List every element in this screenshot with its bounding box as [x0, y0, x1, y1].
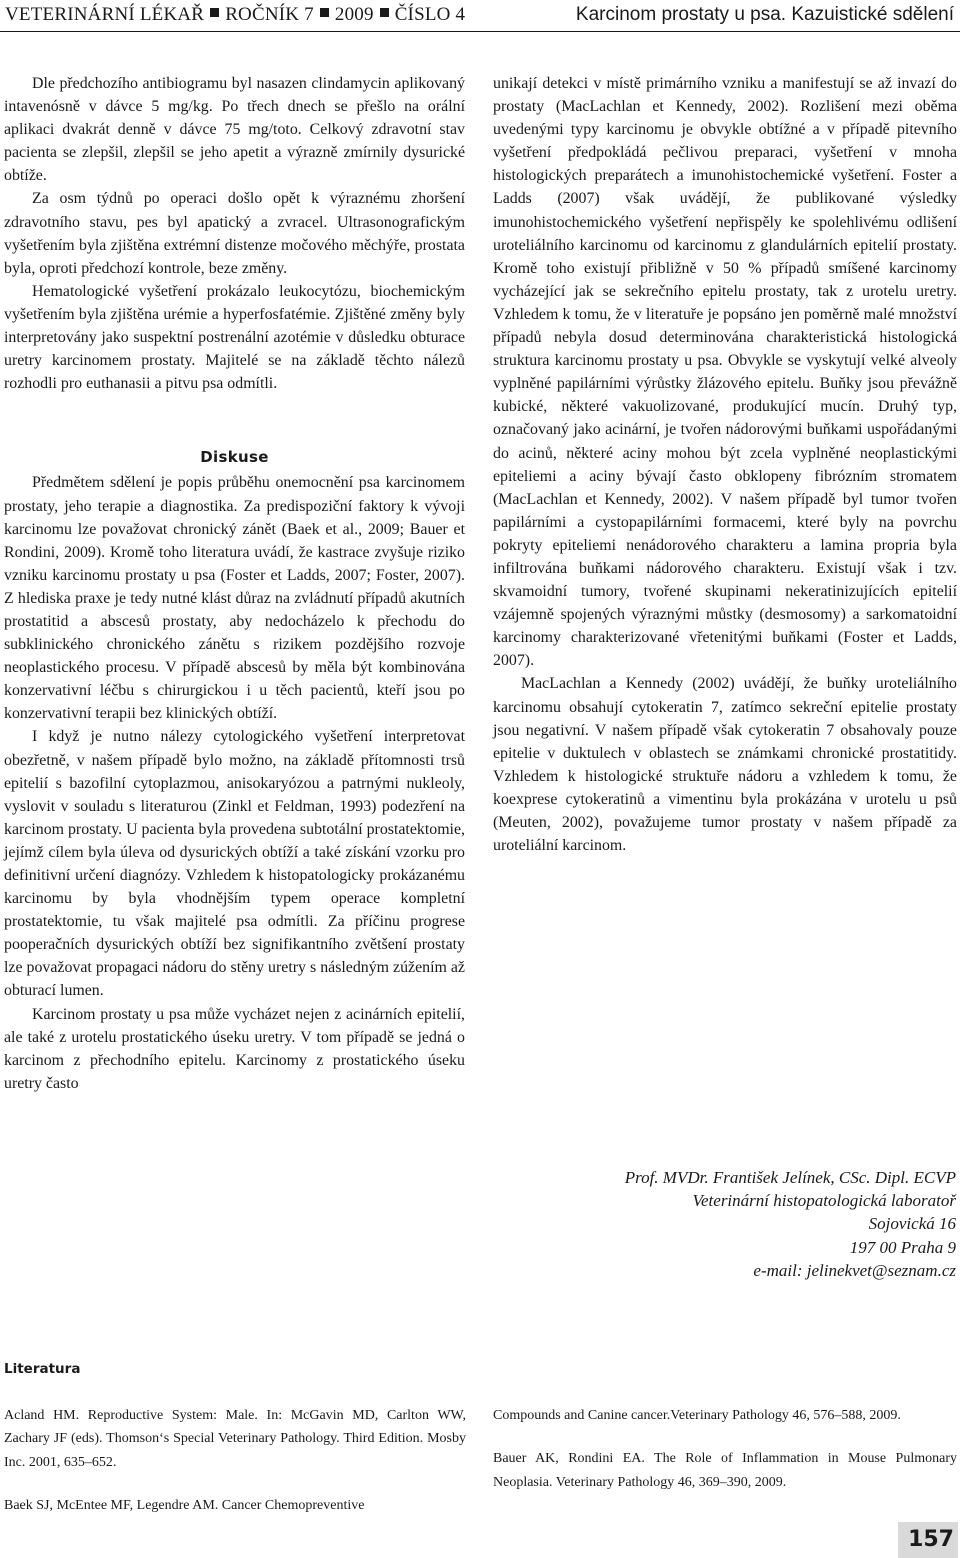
running-title: Karcinom prostaty u psa. Kazuistické sdělení	[575, 4, 954, 25]
body-paragraph: unikají detekci v místě primárního vzniku a manifestují se až invazí do prostaty (MacLachlan et Kennedy, 2002). Rozlišení mezi oběma uvedenými typy karcinomu je obvykle obtížné a v případě pitevního vyšetření předpokládá pečlivou preparaci, vyšetření v mnoha histologických preparátech a imunohistochemické vyšetření. Foster a Ladds (2007) však uvádějí, že publikované výsledky imunohistochemického vyšetření nepřispěly ke spolehlivému odlišení uroteliálního karcinomu od karcinomu z glandulárních epitelií prostaty. Kromě toho existují přibližně v 50 % případů smíšené karcinomy vycházející jak se sekrečního epitelu prostaty, tak z urotelu uretry. Vzhledem k tomu, že v literatuře je popsáno jen poměrně malé množství případů nebyla dosud determinována charakteristická histologická struktura karcinomu prostaty u psa. Obvykle se vyskytují velké alveoly vyplněné papilárními výrůstky žlázového epitelu. Buňky jsou převážně kubické, některé vakuolizované, produkující mucín. Druhý typ, označovaný jako acinární, je tvořen nádorovými buňkami uspořádanými do acinů, některé aciny mohou být zcela vyplněné neoplastickými epiteliemi a aciny bývají často obklopeny fibrózním stromatem (MacLachlan et Kennedy, 2002). V našem případě byl tumor tvořen papilárními a cystopapilárními formacemi, které byly na povrchu pokryty epiteliemi nenádorového charakteru a lamina propria byla infiltrována buňkami nádorového charakteru. Existují však i tzv. skvamoidní tumory, tvořené skupinami nekeratinizujících epitelií vzájemně spojených výraznými můstky (desmosomy) a sarkomatoidní karcinomy charakterizované vřetenitými buňkami (Foster et Ladds, 2007).	[493, 75, 957, 670]
body-paragraph: MacLachlan a Kennedy (2002) uvádějí, že buňky uroteliálního karcinomu obsahují cytokeratin 7, zatímco sekreční epitelie prostaty jsou negativní. V našem případě však cytokeratin 7 obsahovaly pouze epitelie v duktulech v oblastech se známkami chronické prostatitidy. Vzhledem k histologické struktuře nádoru a vzhledem k tomu, že koexprese cytokeratinů a vimentinu byla prokázána v urotelu u psů (Meuten, 2002), považujeme tumor prostaty v našem případě za uroteliální karcinom.	[493, 675, 957, 855]
journal-name: VETERINÁRNÍ LÉKAŘ	[5, 4, 205, 25]
running-header	[0, 0, 960, 30]
author-name: Prof. MVDr. František Jelínek, CSc. Dipl. ECVP	[624, 1168, 956, 1187]
reference-item: Bauer AK, Rondini EA. The Role of Inflammation in Mouse Pulmonary Neoplasia. Veterinary Pathology 46, 369–390, 2009.	[493, 1451, 957, 1490]
body-paragraph: I když je nutno nálezy cytologického vyšetření interpretovat obezřetně, v našem případě bylo možno, na základě přítomnosti trsů epitelií s bazofilní cytoplazmou, anisokaryózou a patrnými nukleoly, vyslovit v souladu s literaturou (Zinkl et Feldman, 1993) podezření na karcinom prostaty. U pacienta byla provedena subtotální prostatektomie, jejímž cílem byla úleva od dysurických obtíží a také získání vzorku pro definitivní určení diagnózy. Vzhledem k histopatologicky prokázanému karcinomu by byla vhodnějším typem operace kompletní prostatektomie, tu však majitelé psa odmítli. Za příčinu progrese pooperačních dysurických obtíží bez signifikantního zvětšení prostaty lze považovat propagaci nádoru do stěny uretry s následným zúžením až obturací lumen.	[4, 728, 465, 1000]
author-email: e-mail: jelinekvet@seznam.cz	[753, 1260, 956, 1280]
reference-item: Compounds and Canine cancer.Veterinary Pathology 46, 576–588, 2009.	[493, 1408, 901, 1423]
page-number: 157	[898, 1522, 958, 1558]
body-paragraph: Za osm týdnů po operaci došlo opět k výraznému zhoršení zdravotního stavu, pes byl apatický a zvracel. Ultrasonografickým vyšetřením byla zjištěna extrémní distenze močového měchýře, prostata byla, oproti předchozí kontrole, beze změny.	[4, 190, 465, 277]
author-street: Sojovická 16	[868, 1214, 956, 1234]
header-divider	[0, 31, 960, 32]
references-right	[493, 1404, 957, 1514]
body-paragraph: Karcinom prostaty u psa může vycházet nejen z acinárních epitelií, ale také z urotelu prostatického úseku uretry. V tom případě se jedná o karcinom z přechodního epitelu. Karcinomy z prostatického úseku uretry často	[4, 1005, 465, 1092]
author-institution: Veterinární histopatologická laboratoř	[692, 1191, 956, 1211]
literature-heading: Literatura	[4, 1361, 81, 1377]
square-bullet-icon	[210, 8, 219, 17]
body-paragraph: Hematologické vyšetření prokázalo leukocytózu, biochemickým vyšetřením byla zjištěna urémie a hyperfosfatémie. Zjištěné změny byly interpretovány jako suspektní postrenální azotémie v důsledku obturace uretry karcinomem prostaty. Majitelé se na základě těchto nálezů rozhodli pro euthanasii a pitvu psa odmítli.	[4, 282, 465, 393]
author-block	[625, 1166, 956, 1282]
journal-issue: ČÍSLO 4	[394, 4, 466, 25]
journal-year: 2009	[334, 4, 374, 25]
left-column	[4, 72, 465, 1095]
section-heading-diskuse: Diskuse	[200, 448, 269, 467]
journal-volume: ROČNÍK 7	[225, 4, 314, 25]
journal-info	[5, 4, 465, 26]
references-left	[4, 1404, 466, 1537]
square-bullet-icon	[320, 8, 329, 17]
body-paragraph: Předmětem sdělení je popis průběhu onemocnění psa karcinomem prostaty, jeho terapie a diagnostika. Za predispoziční faktory k vývoji karcinomu lze považovat chronický zánět (Baek et al., 2009; Bauer et Rondini, 2009). Kromě toho literatura uvádí, že kastrace zvyšuje riziko vzniku karcinomu prostaty u psa (Foster et Ladds, 2007; Foster, 2007). Z hlediska praxe je tedy nutné klást důraz na zvládnutí případů akutních prostatitid a abscesů prostaty, aby nedocházelo k přechodu do subklinického chronického zánětu s rizikem pozdějšího rozvoje neoplastického procesu. V případě abscesů by měla být kombinována konzervativní léčbu s chirurgickou i u těch pacientů, kteří jsou po konzervativní terapii bez klinických obtíží.	[4, 474, 465, 723]
square-bullet-icon	[380, 8, 389, 17]
reference-item: Acland HM. Reproductive System: Male. In: McGavin MD, Carlton WW, Zachary JF (eds). Thomson‘s Special Veterinary Pathology. Third Edition. Mosby Inc. 2001, 635–652.	[4, 1408, 466, 1470]
author-city: 197 00 Praha 9	[849, 1237, 956, 1257]
reference-item: Baek SJ, McEntee MF, Legendre AM. Cancer Chemopreventive	[4, 1497, 365, 1513]
right-column	[493, 72, 957, 857]
body-paragraph: Dle předchozího antibiogramu byl nasazen clindamycin aplikovaný intavenósně v dávce 5 mg/kg. Po třech dnech se přešlo na orální aplikaci dvakrát denně v dávce 75 mg/toto. Celkový zdravotní stav pacienta se zlepšil, zlepšil se jeho apetit a výrazně zmírnily dysurické obtíže.	[4, 75, 465, 185]
